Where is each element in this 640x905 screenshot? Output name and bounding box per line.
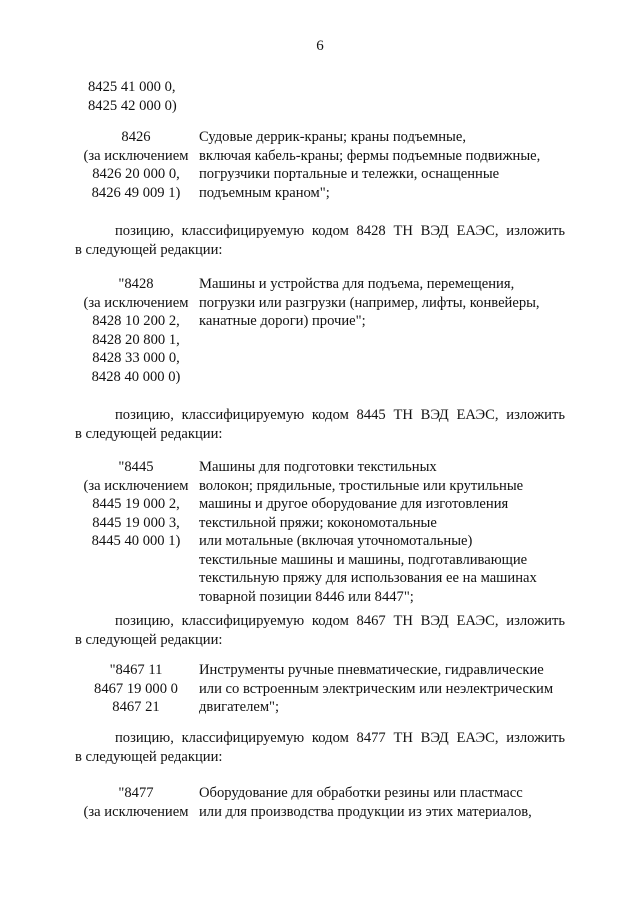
page-number: 6 <box>316 38 324 54</box>
paragraph-line: позицию, классифицируемую кодом 8445 ТН ВЭД ЕАЭС, изложить <box>115 407 565 423</box>
code-line: 8425 41 000 0, <box>88 79 176 95</box>
description-line: Инструменты ручные пневматические, гидравлические <box>199 662 544 678</box>
code-line: "8428 <box>118 276 154 292</box>
code-line: 8426 20 000 0, <box>92 166 180 182</box>
description-line: текстильной пряжи; кокономотальные <box>199 514 437 531</box>
intro-code-block <box>75 78 565 115</box>
code-column <box>75 458 197 606</box>
instruction-paragraph-8428 <box>75 222 565 259</box>
paragraph-line: в следующей редакции: <box>75 425 223 442</box>
description-line: текстильные машины и машины, подготавливающие <box>199 551 528 568</box>
description-line: двигателем"; <box>199 699 280 715</box>
description-line: или для производства продукции из этих материалов, <box>199 803 532 820</box>
description-line: или мотальные (включая уточномотальные) <box>199 533 473 549</box>
description-column <box>197 784 565 821</box>
code-line: 8467 19 000 0 <box>94 680 178 697</box>
code-line: 8428 20 800 1, <box>92 331 180 348</box>
code-line: (за исключением <box>83 477 189 494</box>
instruction-paragraph-8477 <box>75 729 565 766</box>
description-line: погрузчики портальные и тележки, оснащенные <box>199 166 500 182</box>
description-line: Машины и устройства для подъема, перемещения, <box>199 276 515 292</box>
code-line: "8445 <box>118 459 154 475</box>
tariff-entry-8467 <box>75 661 565 717</box>
code-column <box>75 78 197 115</box>
description-line: погрузки или разгрузки (например, лифты, конвейеры, <box>199 294 540 311</box>
instruction-paragraph-8467 <box>75 612 565 649</box>
code-line: 8428 33 000 0, <box>92 350 180 366</box>
tariff-entry-8428 <box>75 275 565 386</box>
description-line: Оборудование для обработки резины или пластмасс <box>199 785 523 801</box>
description-line: товарной позиции 8446 или 8447"; <box>199 588 414 605</box>
code-line: 8445 40 000 1) <box>91 533 181 549</box>
description-line: или со встроенным электрическим или неэлектрическим <box>199 680 554 697</box>
code-line: 8467 21 <box>112 699 160 715</box>
instruction-paragraph-8445 <box>75 406 565 443</box>
code-column <box>75 661 197 717</box>
tariff-entry-8426 <box>75 128 565 202</box>
description-line: включая кабель-краны; фермы подъемные подвижные, <box>199 147 541 164</box>
code-line: 8445 19 000 2, <box>92 496 180 512</box>
code-line: (за исключением <box>83 803 189 820</box>
code-column <box>75 128 197 202</box>
paragraph-line: позицию, классифицируемую кодом 8477 ТН ВЭД ЕАЭС, изложить <box>115 730 565 746</box>
code-line: 8425 42 000 0) <box>88 97 177 114</box>
code-line: 8426 <box>121 129 151 145</box>
paragraph-line: позицию, классифицируемую кодом 8428 ТН ВЭД ЕАЭС, изложить <box>115 223 565 239</box>
description-line: подъемным краном"; <box>199 184 330 201</box>
code-line: (за исключением <box>83 147 189 164</box>
code-line: (за исключением <box>83 294 189 311</box>
paragraph-line: в следующей редакции: <box>75 241 223 258</box>
code-line: 8428 40 000 0) <box>91 368 181 385</box>
code-column <box>75 275 197 386</box>
description-column <box>197 458 565 606</box>
description-line: Машины для подготовки текстильных <box>199 459 437 475</box>
description-line: волокон; прядильные, тростильные или крутильные <box>199 477 524 494</box>
code-line: "8477 <box>118 785 154 801</box>
description-line: текстильную пряжу для использования ее на машинах <box>199 570 537 586</box>
description-column <box>197 275 565 386</box>
code-line: 8445 19 000 3, <box>92 514 180 531</box>
paragraph-line: в следующей редакции: <box>75 748 223 765</box>
paragraph-line: в следующей редакции: <box>75 631 223 648</box>
description-line: машины и другое оборудование для изготовления <box>199 496 509 512</box>
code-line: 8428 10 200 2, <box>92 313 180 329</box>
tariff-entry-8477 <box>75 784 565 821</box>
code-line: 8426 49 009 1) <box>91 184 181 201</box>
code-line: "8467 11 <box>109 662 163 678</box>
paragraph-line: позицию, классифицируемую кодом 8467 ТН ВЭД ЕАЭС, изложить <box>115 613 565 629</box>
code-column <box>75 784 197 821</box>
description-column <box>197 128 565 202</box>
description-line: Судовые деррик-краны; краны подъемные, <box>199 129 466 145</box>
tariff-entry-8445 <box>75 458 565 606</box>
description-line: канатные дороги) прочие"; <box>199 313 366 329</box>
description-column <box>197 661 565 717</box>
